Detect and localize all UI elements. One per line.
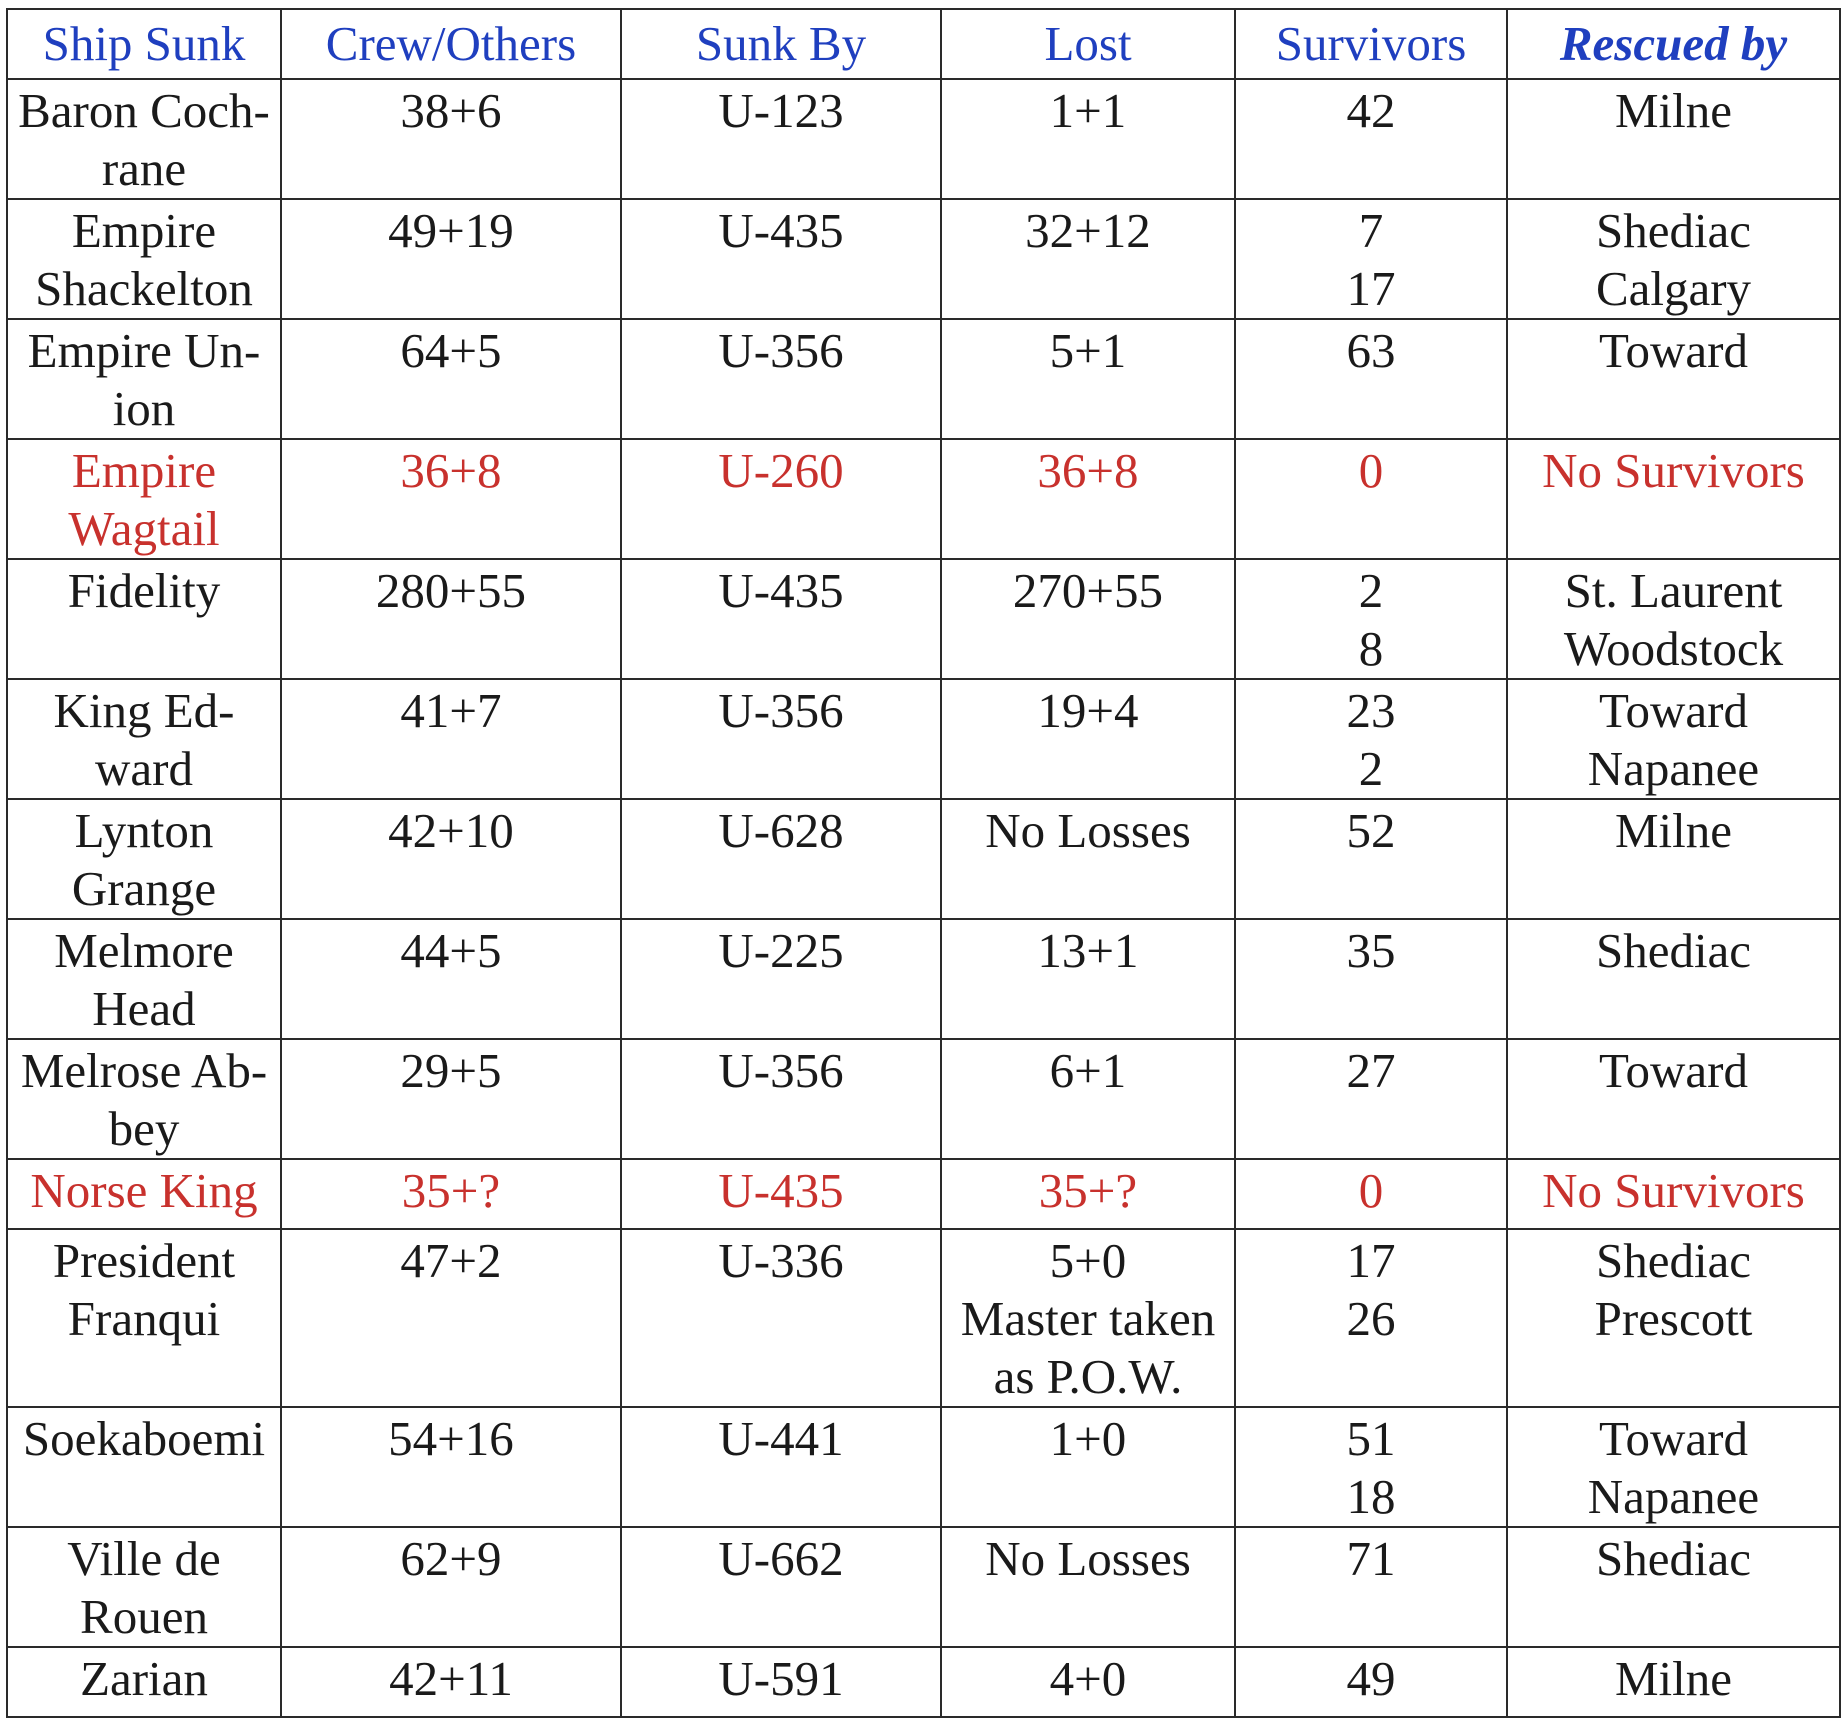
cell-lost-line: 19+4 [1037, 683, 1139, 738]
cell-survivors [1235, 319, 1507, 439]
cell-rescued-by-line: Shediac [1595, 1531, 1752, 1586]
cell-crew-others-value: 47+2 [400, 1233, 502, 1288]
cell-survivors [1235, 919, 1507, 1039]
cell-ship-sunk-line: Empire [71, 203, 217, 258]
cell-rescued-by [1507, 1407, 1840, 1527]
cell-rescued-by [1507, 1039, 1840, 1159]
cell-rescued-by-line: Toward [1599, 1411, 1748, 1466]
cell-rescued-by-line: Milne [1614, 1651, 1733, 1706]
cell-ship-sunk-line: Zarian [80, 1651, 208, 1706]
cell-ship-sunk [7, 1527, 281, 1647]
cell-crew-others-value: 62+9 [400, 1531, 502, 1586]
cell-ship-sunk [7, 559, 281, 679]
cell-ship-sunk-line: Wagtail [68, 501, 220, 556]
cell-lost-line: 270+55 [1012, 563, 1164, 618]
cell-survivors-line: 18 [1346, 1469, 1396, 1524]
cell-rescued-by-line: Prescott [1594, 1291, 1753, 1346]
table-row [7, 1647, 1840, 1717]
cell-sunk-by-value: U-628 [718, 803, 844, 858]
cell-survivors-line: 35 [1346, 923, 1396, 978]
cell-ship-sunk [7, 799, 281, 919]
cell-sunk-by [621, 919, 941, 1039]
cell-survivors-line: 42 [1346, 83, 1396, 138]
table-row [7, 439, 1840, 559]
cell-rescued-by [1507, 1229, 1840, 1407]
cell-sunk-by-value: U-441 [718, 1411, 844, 1466]
cell-rescued-by [1507, 199, 1840, 319]
cell-sunk-by-value: U-591 [718, 1651, 844, 1706]
cell-sunk-by-value: U-356 [718, 323, 844, 378]
cell-lost-line: 4+0 [1049, 1651, 1127, 1706]
cell-rescued-by-line: Milne [1614, 83, 1733, 138]
cell-sunk-by [621, 79, 941, 199]
cell-crew-others [281, 679, 621, 799]
cell-sunk-by-value: U-435 [718, 563, 844, 618]
cell-survivors-line: 0 [1358, 443, 1384, 498]
cell-ship-sunk-line: Lynton [74, 803, 214, 858]
cell-ship-sunk-line: ion [112, 381, 176, 436]
ship-losses-table [6, 8, 1841, 1718]
cell-survivors [1235, 1527, 1507, 1647]
cell-rescued-by-line: Napanee [1587, 1469, 1760, 1524]
cell-lost-line: 6+1 [1049, 1043, 1127, 1098]
cell-rescued-by-line: Woodstock [1563, 621, 1784, 676]
cell-ship-sunk-line: Empire Un- [27, 323, 261, 378]
cell-ship-sunk-line: Baron Coch- [18, 83, 270, 138]
cell-ship-sunk [7, 1407, 281, 1527]
cell-sunk-by [621, 1039, 941, 1159]
cell-survivors-line: 0 [1358, 1163, 1384, 1218]
cell-survivors [1235, 439, 1507, 559]
cell-survivors-line: 2 [1358, 563, 1384, 618]
cell-lost-line: Master taken [960, 1291, 1216, 1346]
cell-sunk-by-value: U-225 [718, 923, 844, 978]
cell-crew-others [281, 1527, 621, 1647]
cell-survivors-line: 49 [1346, 1651, 1396, 1706]
cell-lost-line: 1+0 [1049, 1411, 1127, 1466]
cell-ship-sunk-line: Franqui [67, 1291, 221, 1346]
cell-crew-others [281, 1159, 621, 1229]
cell-survivors-line: 2 [1358, 741, 1384, 796]
cell-lost [941, 799, 1235, 919]
header-rescued-by: Rescued by [1507, 9, 1840, 79]
cell-survivors-line: 26 [1346, 1291, 1396, 1346]
cell-sunk-by [621, 1527, 941, 1647]
cell-crew-others [281, 1407, 621, 1527]
cell-lost-line: 1+1 [1049, 83, 1127, 138]
cell-survivors [1235, 1647, 1507, 1717]
cell-sunk-by [621, 199, 941, 319]
cell-survivors-line: 17 [1346, 261, 1396, 316]
cell-rescued-by-line: Toward [1599, 323, 1748, 378]
cell-crew-others-value: 49+19 [388, 203, 514, 258]
cell-ship-sunk [7, 1039, 281, 1159]
cell-crew-others [281, 319, 621, 439]
cell-rescued-by-line: No Survivors [1542, 1163, 1805, 1218]
cell-ship-sunk-line: President [52, 1233, 236, 1288]
cell-survivors [1235, 799, 1507, 919]
cell-crew-others-value: 35+? [401, 1163, 501, 1218]
cell-survivors-line: 27 [1346, 1043, 1396, 1098]
cell-survivors-line: 23 [1346, 683, 1396, 738]
cell-lost-line: No Losses [985, 1531, 1191, 1586]
cell-ship-sunk [7, 1159, 281, 1229]
cell-sunk-by [621, 319, 941, 439]
table-row [7, 1407, 1840, 1527]
cell-survivors [1235, 199, 1507, 319]
cell-ship-sunk-line: Soekaboemi [22, 1411, 266, 1466]
cell-lost-line: 5+0 [1049, 1233, 1127, 1288]
cell-sunk-by [621, 1229, 941, 1407]
header-row [7, 9, 1840, 79]
table-row [7, 79, 1840, 199]
cell-ship-sunk-line: Shackelton [35, 261, 253, 316]
cell-sunk-by [621, 559, 941, 679]
cell-crew-others [281, 1039, 621, 1159]
cell-rescued-by-line: No Survivors [1542, 443, 1805, 498]
cell-rescued-by [1507, 799, 1840, 919]
cell-sunk-by-value: U-260 [718, 443, 844, 498]
cell-lost [941, 919, 1235, 1039]
cell-rescued-by-line: Shediac [1595, 1233, 1752, 1288]
cell-sunk-by-value: U-123 [718, 83, 844, 138]
table-row [7, 199, 1840, 319]
cell-ship-sunk-line: Norse King [30, 1163, 258, 1218]
cell-rescued-by-line: Shediac [1595, 923, 1752, 978]
cell-lost [941, 1229, 1235, 1407]
cell-rescued-by [1507, 679, 1840, 799]
cell-rescued-by [1507, 559, 1840, 679]
header-ship-sunk: Ship Sunk [7, 9, 281, 79]
cell-crew-others [281, 79, 621, 199]
cell-sunk-by-value: U-336 [718, 1233, 844, 1288]
cell-ship-sunk-line: Ville de [67, 1531, 221, 1586]
cell-crew-others-value: 38+6 [400, 83, 502, 138]
cell-crew-others [281, 559, 621, 679]
cell-ship-sunk-line: Melrose Ab- [20, 1043, 268, 1098]
cell-survivors-line: 52 [1346, 803, 1396, 858]
cell-ship-sunk [7, 1229, 281, 1407]
cell-rescued-by-line: Shediac [1595, 203, 1752, 258]
cell-ship-sunk [7, 79, 281, 199]
cell-lost-line: 32+12 [1025, 203, 1151, 258]
cell-rescued-by-line: Milne [1614, 803, 1733, 858]
cell-lost [941, 1647, 1235, 1717]
cell-sunk-by [621, 679, 941, 799]
cell-rescued-by [1507, 1527, 1840, 1647]
cell-crew-others [281, 799, 621, 919]
cell-ship-sunk-line: Head [92, 981, 196, 1036]
header-crew-others: Crew/Others [281, 9, 621, 79]
cell-ship-sunk [7, 1647, 281, 1717]
cell-lost [941, 679, 1235, 799]
header-sunk-by: Sunk By [621, 9, 941, 79]
cell-sunk-by-value: U-435 [718, 203, 844, 258]
cell-ship-sunk-line: King Ed- [53, 683, 235, 738]
cell-rescued-by [1507, 79, 1840, 199]
cell-crew-others [281, 919, 621, 1039]
cell-survivors [1235, 1229, 1507, 1407]
cell-crew-others-value: 44+5 [400, 923, 502, 978]
cell-lost [941, 79, 1235, 199]
cell-lost-line: 13+1 [1037, 923, 1139, 978]
cell-crew-others-value: 41+7 [400, 683, 502, 738]
cell-lost [941, 199, 1235, 319]
cell-ship-sunk-line: Empire [71, 443, 217, 498]
table-row [7, 319, 1840, 439]
cell-ship-sunk [7, 919, 281, 1039]
cell-ship-sunk [7, 319, 281, 439]
cell-sunk-by [621, 1647, 941, 1717]
cell-ship-sunk-line: ward [95, 741, 193, 796]
cell-lost-line: as P.O.W. [993, 1349, 1183, 1404]
cell-lost-line: No Losses [985, 803, 1191, 858]
cell-rescued-by-line: Toward [1599, 683, 1748, 738]
cell-survivors [1235, 679, 1507, 799]
cell-sunk-by-value: U-356 [718, 683, 844, 738]
cell-survivors-line: 51 [1346, 1411, 1396, 1466]
cell-rescued-by-line: Toward [1599, 1043, 1748, 1098]
cell-sunk-by [621, 1159, 941, 1229]
cell-crew-others-value: 36+8 [400, 443, 502, 498]
cell-crew-others [281, 1647, 621, 1717]
cell-lost [941, 1527, 1235, 1647]
cell-lost [941, 439, 1235, 559]
cell-sunk-by-value: U-662 [718, 1531, 844, 1586]
cell-lost [941, 559, 1235, 679]
cell-lost-line: 5+1 [1049, 323, 1127, 378]
table-row [7, 559, 1840, 679]
cell-survivors-line: 63 [1346, 323, 1396, 378]
table-row [7, 1039, 1840, 1159]
cell-crew-others-value: 54+16 [388, 1411, 514, 1466]
cell-rescued-by [1507, 1159, 1840, 1229]
cell-lost [941, 1039, 1235, 1159]
cell-survivors [1235, 559, 1507, 679]
cell-rescued-by-line: Calgary [1595, 261, 1752, 316]
cell-sunk-by-value: U-356 [718, 1043, 844, 1098]
table-row [7, 919, 1840, 1039]
cell-rescued-by [1507, 319, 1840, 439]
cell-lost [941, 319, 1235, 439]
cell-ship-sunk-line: Melmore [54, 923, 234, 978]
table-body [7, 79, 1840, 1717]
cell-crew-others [281, 1229, 621, 1407]
cell-lost-line: 36+8 [1037, 443, 1139, 498]
cell-survivors-line: 7 [1358, 203, 1384, 258]
cell-ship-sunk-line: rane [101, 141, 187, 196]
cell-survivors-line: 17 [1346, 1233, 1396, 1288]
cell-crew-others-value: 42+10 [388, 803, 514, 858]
cell-lost-line: 35+? [1038, 1163, 1138, 1218]
cell-sunk-by-value: U-435 [718, 1163, 844, 1218]
cell-survivors-line: 71 [1346, 1531, 1396, 1586]
cell-rescued-by [1507, 439, 1840, 559]
cell-survivors [1235, 1159, 1507, 1229]
cell-survivors [1235, 79, 1507, 199]
cell-ship-sunk-line: Grange [71, 861, 217, 916]
cell-sunk-by [621, 439, 941, 559]
cell-survivors [1235, 1039, 1507, 1159]
table-row [7, 1159, 1840, 1229]
cell-ship-sunk [7, 679, 281, 799]
cell-crew-others-value: 280+55 [375, 563, 527, 618]
cell-rescued-by-line: Napanee [1587, 741, 1760, 796]
cell-ship-sunk-line: Fidelity [67, 563, 221, 618]
cell-lost [941, 1407, 1235, 1527]
cell-crew-others-value: 42+11 [389, 1651, 513, 1706]
cell-rescued-by [1507, 919, 1840, 1039]
cell-lost [941, 1159, 1235, 1229]
header-survivors: Survivors [1235, 9, 1507, 79]
cell-sunk-by [621, 1407, 941, 1527]
cell-ship-sunk-line: bey [108, 1101, 180, 1156]
header-lost: Lost [941, 9, 1235, 79]
cell-crew-others-value: 29+5 [400, 1043, 502, 1098]
cell-survivors [1235, 1407, 1507, 1527]
table-row [7, 679, 1840, 799]
table-row [7, 1229, 1840, 1407]
table-row [7, 1527, 1840, 1647]
cell-rescued-by-line: St. Laurent [1564, 563, 1783, 618]
cell-survivors-line: 8 [1358, 621, 1384, 676]
cell-crew-others-value: 64+5 [400, 323, 502, 378]
cell-crew-others [281, 199, 621, 319]
table-row [7, 799, 1840, 919]
cell-sunk-by [621, 799, 941, 919]
cell-ship-sunk [7, 199, 281, 319]
cell-crew-others [281, 439, 621, 559]
cell-ship-sunk-line: Rouen [80, 1589, 208, 1644]
cell-rescued-by [1507, 1647, 1840, 1717]
cell-ship-sunk [7, 439, 281, 559]
